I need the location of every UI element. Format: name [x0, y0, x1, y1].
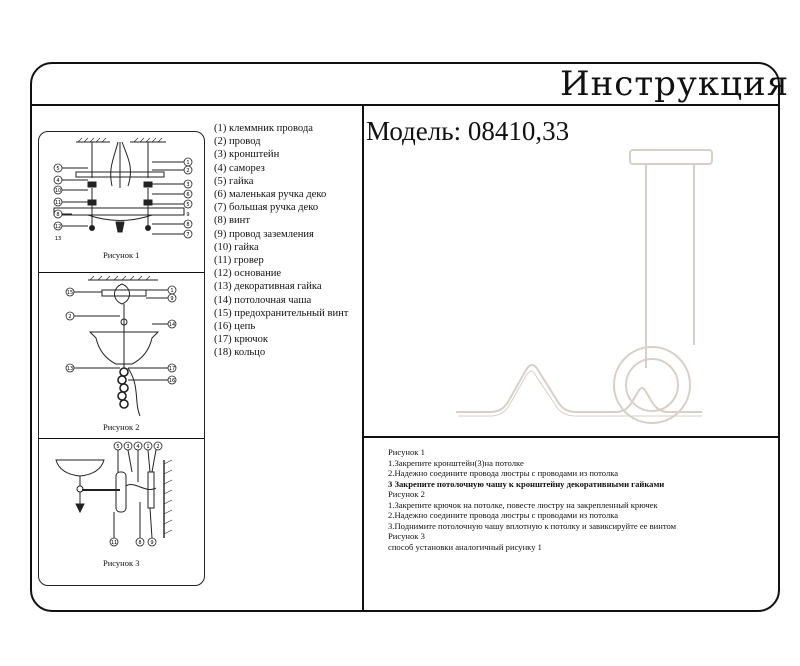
callout-number: 8: [186, 222, 190, 228]
callout-number: 8: [56, 212, 60, 218]
part-item: (11) гровер: [214, 255, 264, 267]
callout-number: 7: [186, 232, 190, 238]
part-item: (18) кольцо: [214, 347, 266, 359]
header-divider: [31, 104, 779, 106]
step-heading: Рисунок 1: [388, 447, 425, 457]
figure-3-caption: Рисунок 3: [103, 558, 140, 568]
callout-number: 1: [170, 288, 174, 294]
callout-number: 9: [186, 212, 190, 218]
part-item: (15) предохранительный винт: [214, 307, 349, 319]
callout-number: 4: [56, 178, 60, 184]
step-heading: Рисунок 3: [388, 531, 425, 541]
parts-list: [214, 122, 354, 360]
callout-number: 6: [186, 192, 190, 198]
callout-number: 1: [146, 444, 150, 450]
part-item: (8) винт: [214, 215, 250, 227]
figure-1-caption: Рисунок 1: [103, 250, 140, 260]
callout-number: 13: [54, 236, 62, 242]
figure-3-diagram: [52, 442, 182, 554]
callout-number: 13: [66, 366, 74, 372]
step-heading: Рисунок 2: [388, 489, 425, 499]
figure-2-diagram: [60, 276, 190, 416]
part-item: (13) декоративная гайка: [214, 281, 322, 293]
part-item: (4) саморез: [214, 162, 265, 174]
callout-number: 5: [116, 444, 120, 450]
callout-number: 3: [186, 182, 190, 188]
step-line: 1.Закрепите кронштейн(3)на потолке: [388, 457, 524, 468]
callout-number: 9: [150, 540, 154, 546]
model-label: Модель: 08410,33: [366, 116, 570, 146]
part-item: (17) крючок: [214, 334, 269, 346]
callout-number: 8: [138, 540, 142, 546]
part-item: (14) потолочная чаша: [214, 294, 312, 306]
step-line: 3.Поднимите потолочную чашу вплотную к потолку и завиксируйте ее винтом: [388, 520, 677, 531]
callout-number: 2: [68, 314, 72, 320]
callout-number: 11: [54, 200, 62, 206]
part-item: (7) большая ручка деко: [214, 202, 319, 214]
part-item: (9) провод заземления: [214, 228, 314, 240]
step-line: 2.Надежно соедините провода люстры с проводами из потолка: [388, 510, 619, 520]
panel-divider-2: [39, 438, 204, 439]
callout-number: 5: [186, 202, 190, 208]
steps-divider: [363, 436, 779, 438]
part-item: (10) гайка: [214, 241, 259, 253]
installation-steps: [388, 447, 768, 552]
step-line: способ установки аналогичный рисунку 1: [388, 541, 542, 552]
figure-2-caption: Рисунок 2: [103, 422, 140, 432]
callout-number: 3: [126, 444, 130, 450]
step-line: 1.Закрепите крючок на потолке, повесте люстру на закрепленный крючек: [388, 499, 658, 510]
part-item: (16) цепь: [214, 321, 256, 333]
part-item: (3) кронштейн: [214, 149, 280, 161]
callout-number: 15: [66, 290, 74, 296]
callout-number: 14: [168, 322, 176, 328]
part-item: (2) провод: [214, 136, 261, 148]
callout-number: 1: [186, 160, 190, 166]
part-item: (12) основание: [214, 268, 282, 280]
callout-number: 11: [110, 540, 118, 546]
part-item: (5) гайка: [214, 175, 254, 187]
callout-number: 9: [170, 296, 174, 302]
lamp-illustration: [440, 140, 750, 430]
step-line: 3 Закрепите потолочную чашу к кронштейну декоративными гайками: [388, 478, 665, 489]
page-title: Инструкция: [560, 64, 790, 104]
step-line: 2.Надежно соедините провода люстры с проводами из потолка: [388, 468, 619, 478]
callout-number: 17: [168, 366, 176, 372]
figure-1-diagram: [48, 138, 198, 250]
callout-number: 10: [54, 188, 62, 194]
callout-number: 16: [168, 378, 176, 384]
callout-number: 2: [156, 444, 160, 450]
callout-number: 4: [136, 444, 140, 450]
column-divider: [362, 105, 364, 611]
part-item: (1) клеммник провода: [214, 123, 313, 134]
part-item: (6) маленькая ручка деко: [214, 189, 327, 201]
callout-number: 5: [56, 166, 60, 172]
callout-number: 2: [186, 168, 190, 174]
callout-number: 12: [54, 224, 62, 230]
panel-divider-1: [39, 272, 204, 273]
